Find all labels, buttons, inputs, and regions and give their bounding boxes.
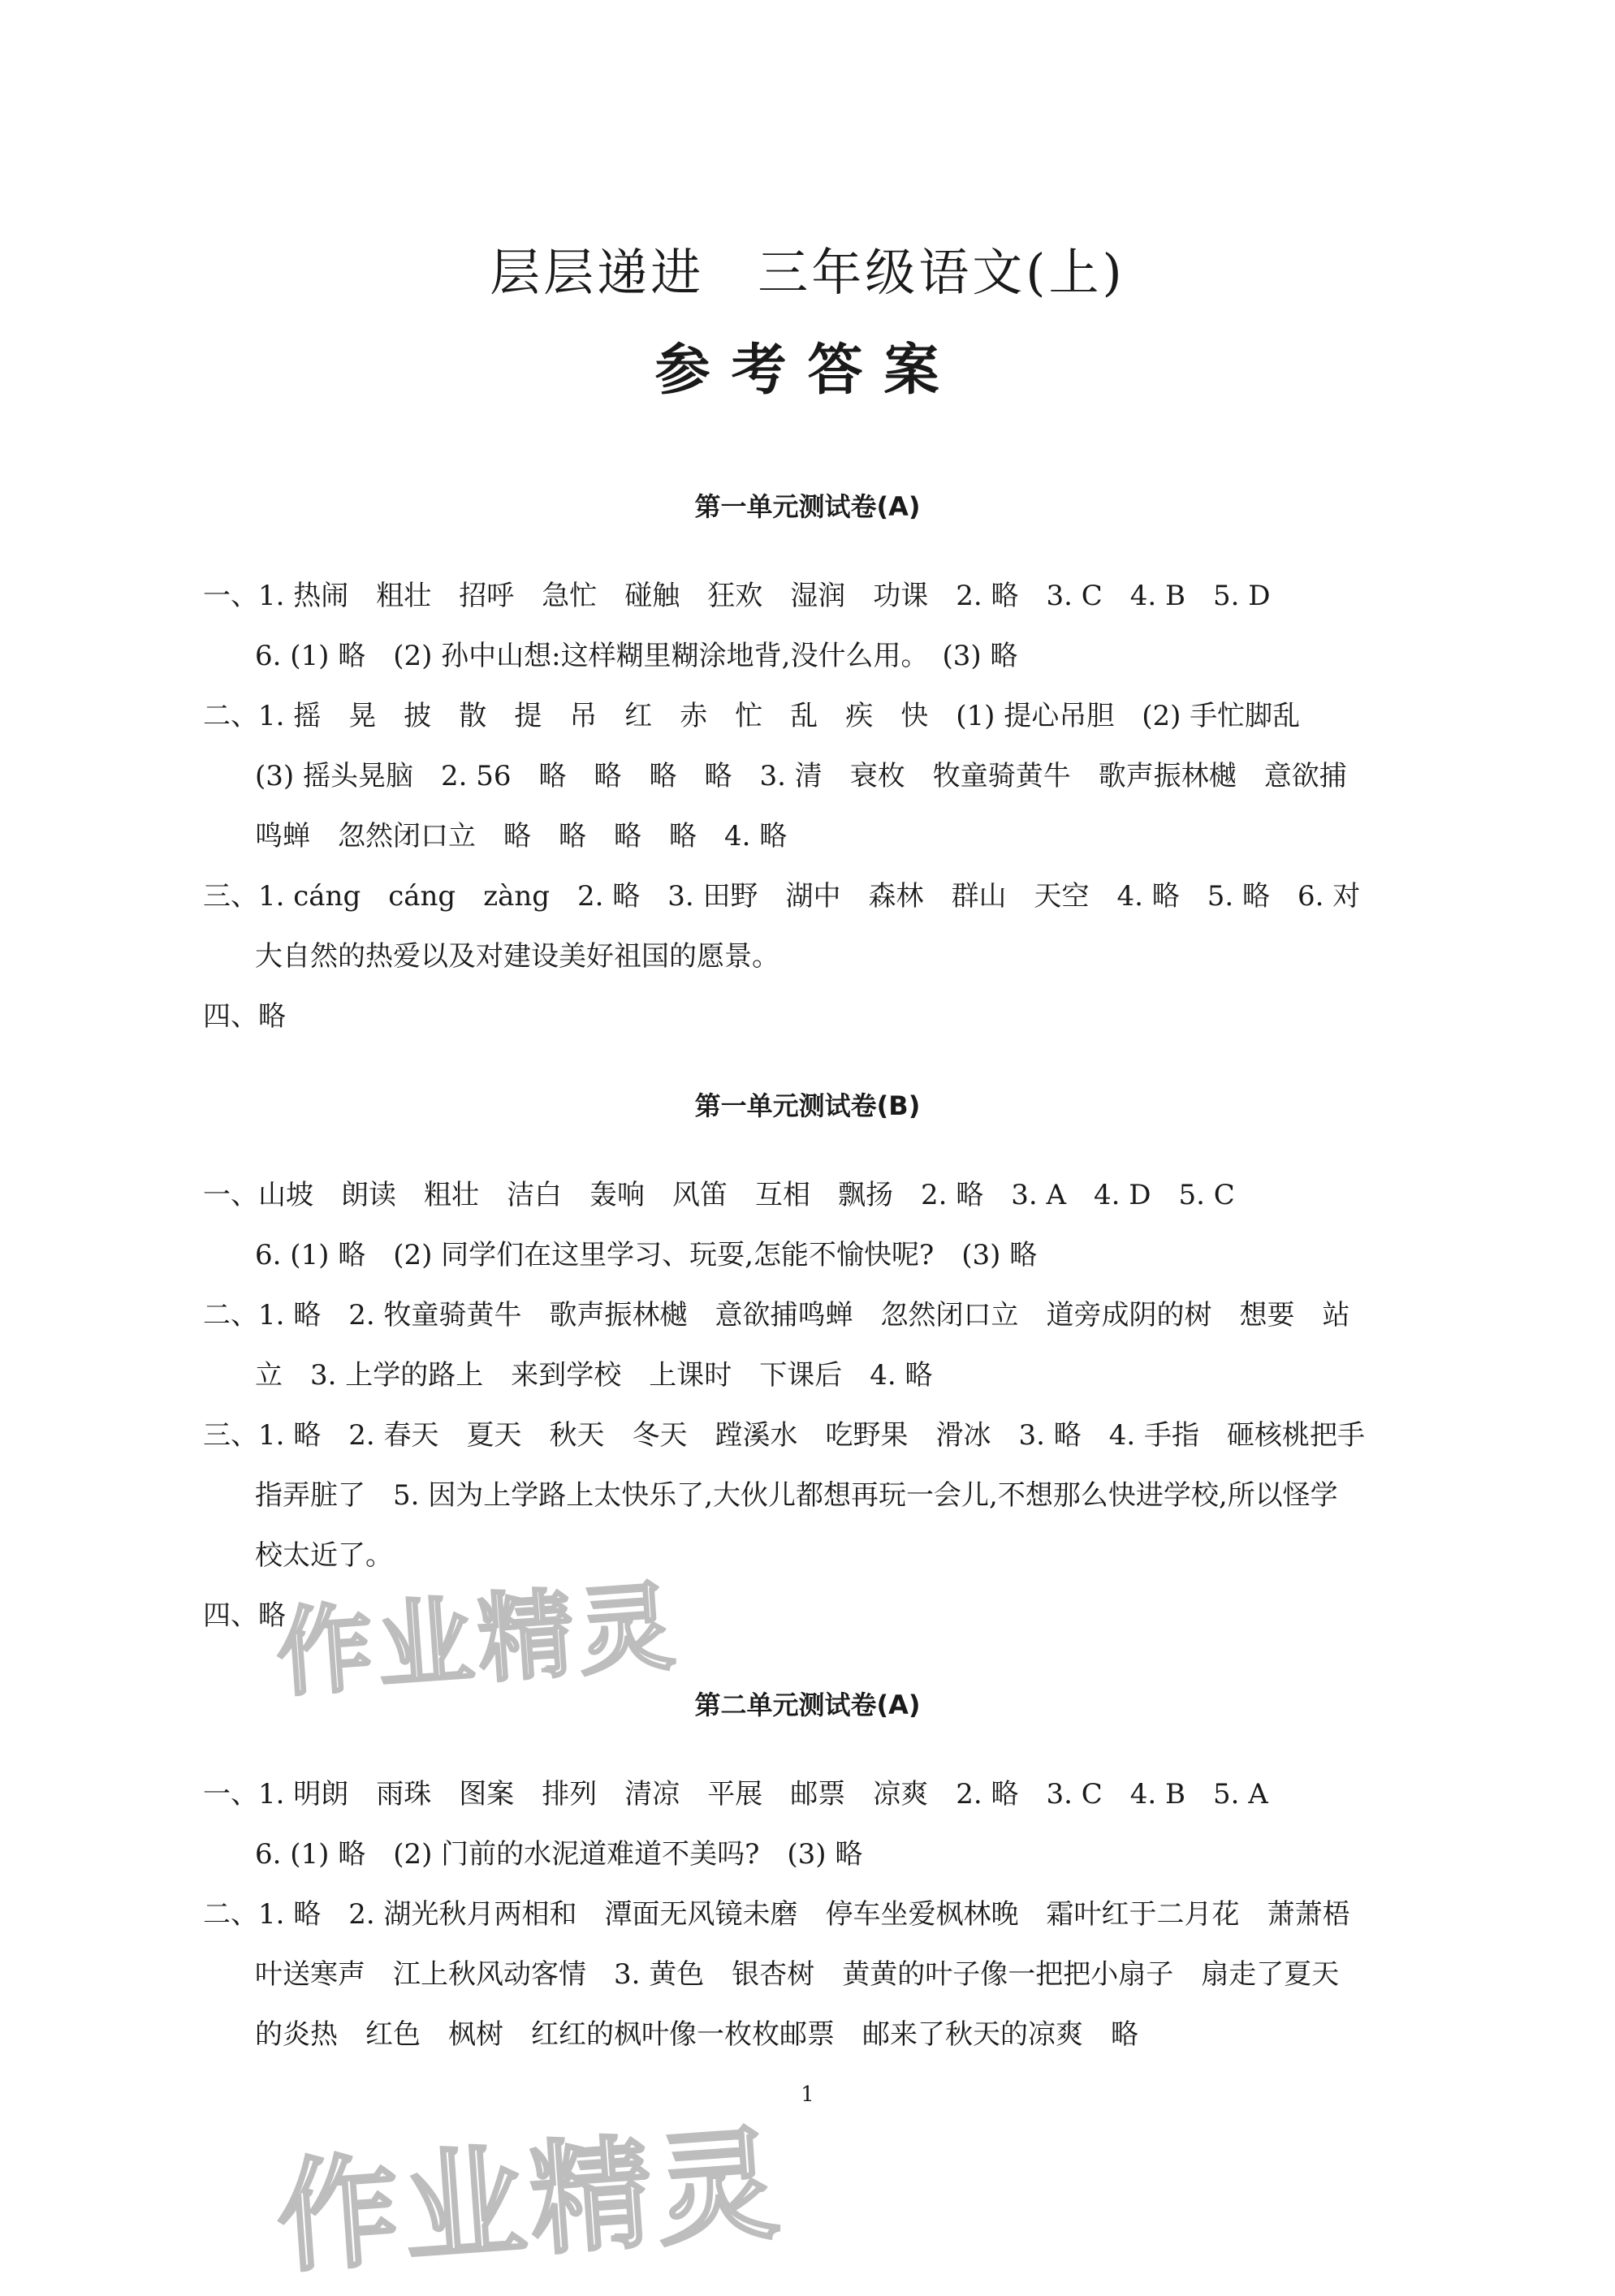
answer-line: 校太近了。 bbox=[255, 1539, 393, 1572]
page-subtitle: 参考答案 bbox=[654, 339, 961, 403]
answer-line: 四、略 bbox=[203, 1000, 286, 1033]
answer-line: 一、山坡 朗读 粗壮 洁白 轰响 风笛 互相 飘扬 2. 略 3. A 4. D 5. C bbox=[203, 1179, 1235, 1211]
answer-line: 鸣蝉 忽然闭口立 略 略 略 略 4. 略 bbox=[255, 820, 788, 852]
answer-line: 6. (1) 略 (2) 同学们在这里学习、玩耍,怎能不愉快呢? (3) 略 bbox=[255, 1239, 1038, 1271]
answer-line: (3) 摇头晃脑 2. 56 略 略 略 略 3. 清 衰枚 牧童骑黄牛 歌声振林樾 意欲捕 bbox=[255, 760, 1347, 792]
answer-line: 6. (1) 略 (2) 孙中山想:这样糊里糊涂地背,没什么用。 (3) 略 bbox=[255, 640, 1018, 672]
section-title: 第一单元测试卷(A) bbox=[694, 491, 921, 522]
answer-line: 二、1. 略 2. 湖光秋月两相和 潭面无风镜未磨 停车坐爱枫林晚 霜叶红于二月花 萧萧梧 bbox=[203, 1898, 1350, 1931]
answer-line: 指弄脏了 5. 因为上学路上太快乐了,大伙儿都想再玩一会儿,不想那么快进学校,所以怪学 bbox=[255, 1479, 1338, 1512]
section-title: 第一单元测试卷(B) bbox=[694, 1090, 921, 1121]
watermark: 作业精灵 bbox=[273, 1569, 683, 1711]
answer-line: 一、1. 热闹 粗壮 招呼 急忙 碰触 狂欢 湿润 功课 2. 略 3. C 4. B 5. D bbox=[203, 580, 1271, 612]
answer-line: 二、1. 摇 晃 披 散 提 吊 红 赤 忙 乱 疾 快 (1) 提心吊胆 (2) 手忙脚乱 bbox=[203, 700, 1301, 732]
answer-line: 大自然的热爱以及对建设美好祖国的愿景。 bbox=[255, 940, 779, 973]
watermark: 作业精灵 bbox=[272, 2113, 788, 2290]
answer-line: 三、1. 略 2. 春天 夏天 秋天 冬天 蹚溪水 吃野果 滑冰 3. 略 4. 手指 砸核桃把手 bbox=[203, 1419, 1365, 1452]
answer-line: 立 3. 上学的路上 来到学校 上课时 下课后 4. 略 bbox=[255, 1359, 933, 1392]
answer-line: 三、1. cáng cáng zàng 2. 略 3. 田野 湖中 森林 群山 天空 4. 略 5. 略 6. 对 bbox=[203, 880, 1361, 913]
answer-line: 一、1. 明朗 雨珠 图案 排列 清凉 平展 邮票 凉爽 2. 略 3. C 4. B 5. A bbox=[203, 1778, 1268, 1810]
page-number: 1 bbox=[801, 2082, 814, 2107]
section-title: 第二单元测试卷(A) bbox=[694, 1690, 921, 1720]
answer-line: 四、略 bbox=[203, 1599, 286, 1632]
answer-line: 6. (1) 略 (2) 门前的水泥道难道不美吗? (3) 略 bbox=[255, 1838, 863, 1871]
answer-line: 二、1. 略 2. 牧童骑黄牛 歌声振林樾 意欲捕鸣蝉 忽然闭口立 道旁成阴的树 想要 站 bbox=[203, 1299, 1350, 1331]
page-title: 层层递进 三年级语文(上) bbox=[490, 243, 1125, 302]
answer-line: 的炎热 红色 枫树 红红的枫叶像一枚枚邮票 邮来了秋天的凉爽 略 bbox=[255, 2018, 1138, 2051]
answer-line: 叶送寒声 江上秋风动客情 3. 黄色 银杏树 黄黄的叶子像一把把小扇子 扇走了夏天 bbox=[255, 1958, 1340, 1991]
